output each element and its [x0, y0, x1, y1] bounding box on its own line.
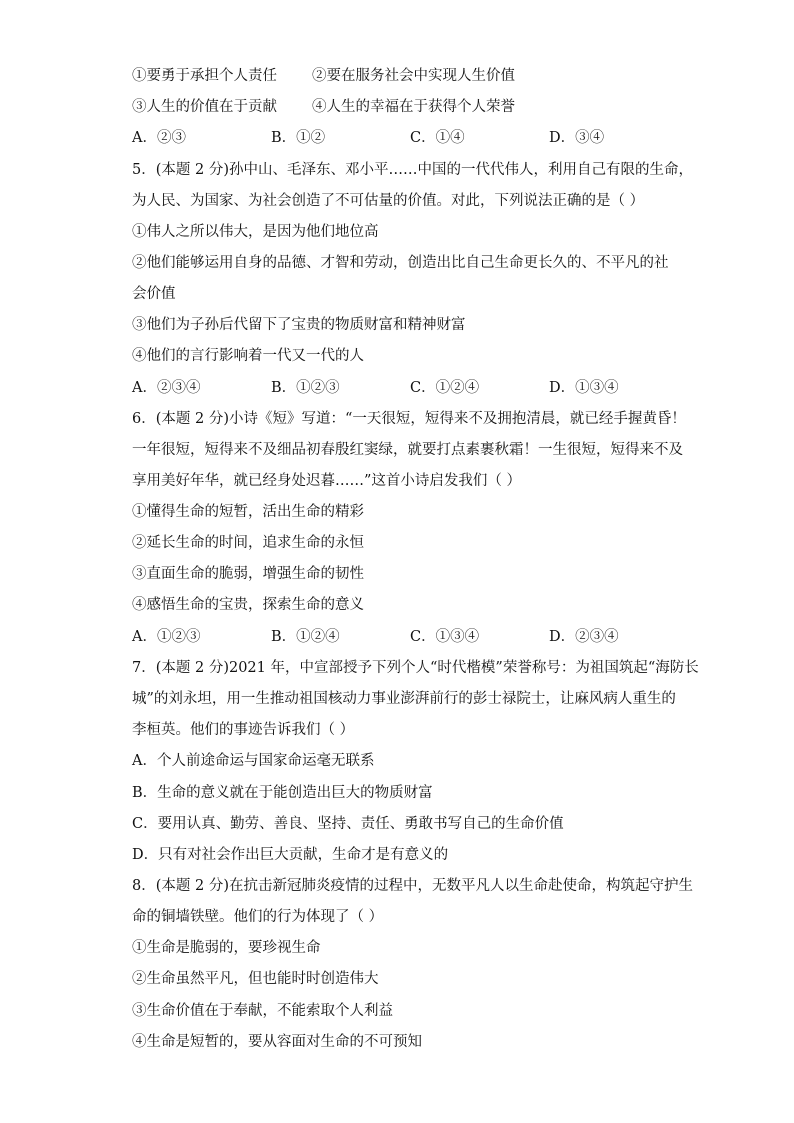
- q4-statement-1: ①要勇于承担个人责任: [132, 68, 277, 84]
- q5-option-c: C．①②④: [410, 380, 480, 396]
- q5-stem-line-1: 5．(本题 2 分)孙中山、毛泽东、邓小平……中国的一代代伟人，利用自己有限的生命，: [132, 162, 693, 178]
- q6-option-b: B．①②④: [271, 629, 340, 645]
- q7-option-a: A．个人前途命运与国家命运毫无联系: [132, 753, 375, 769]
- q8-statement-2: ②生命虽然平凡，但也能时时创造伟大: [132, 971, 379, 987]
- q7-stem-line-2: 城”的刘永坦，用一生推动祖国核动力事业澎湃前行的彭士禄院士，让麻风病人重生的: [132, 691, 676, 707]
- q8-statement-1: ①生命是脆弱的，要珍视生命: [132, 940, 321, 956]
- q6-statement-3: ③直面生命的脆弱，增强生命的韧性: [132, 566, 364, 582]
- q5-statement-4: ④他们的言行影响着一代又一代的人: [132, 348, 364, 364]
- q5-statement-2-line-2: 会价值: [132, 286, 176, 302]
- q4-statement-4: ④人生的幸福在于获得个人荣誉: [312, 99, 515, 115]
- q4-option-d: D．③④: [549, 130, 605, 146]
- q5-statement-1: ①伟人之所以伟大，是因为他们地位高: [132, 224, 379, 240]
- q7-stem-line-3: 李桓英。他们的事迹告诉我们（ ）: [132, 722, 355, 738]
- q6-statement-2: ②延长生命的时间，追求生命的永恒: [132, 535, 364, 551]
- q4-option-b: B．①②: [271, 130, 326, 146]
- q7-option-c: C．要用认真、勤劳、善良、坚持、责任、勇敢书写自己的生命价值: [132, 816, 564, 832]
- q4-option-c: C．①④: [410, 130, 465, 146]
- q6-option-d: D．②③④: [549, 629, 619, 645]
- q8-statement-3: ③生命价值在于奉献，不能索取个人利益: [132, 1003, 393, 1019]
- q8-stem-line-2: 命的铜墙铁壁。他们的行为体现了（ ）: [132, 909, 384, 925]
- q4-option-a: A．②③: [132, 130, 186, 146]
- q6-stem-line-3: 享用美好年华，就已经身处迟暮……”这首小诗启发我们（ ）: [132, 473, 522, 489]
- q5-statement-2-line-1: ②他们能够运用自身的品德、才智和劳动，创造出比自己生命更长久的、不平凡的社: [132, 255, 669, 271]
- q5-option-b: B．①②③: [271, 380, 340, 396]
- q7-option-d: D．只有对社会作出巨大贡献，生命才是有意义的: [132, 847, 449, 863]
- q7-option-b: B．生命的意义就在于能创造出巨大的物质财富: [132, 785, 433, 801]
- q6-option-a: A．①②③: [132, 629, 201, 645]
- q5-option-d: D．①③④: [549, 380, 619, 396]
- q5-statement-3: ③他们为子孙后代留下了宝贵的物质财富和精神财富: [132, 317, 466, 333]
- q6-statement-4: ④感悟生命的宝贵，探索生命的意义: [132, 597, 364, 613]
- q6-statement-1: ①懂得生命的短暂，活出生命的精彩: [132, 504, 364, 520]
- q4-statement-2: ②要在服务社会中实现人生价值: [312, 68, 515, 84]
- q8-statement-4: ④生命是短暂的，要从容面对生命的不可预知: [132, 1034, 422, 1050]
- q4-statement-3: ③人生的价值在于贡献: [132, 99, 277, 115]
- q5-option-a: A．②③④: [132, 380, 201, 396]
- q7-stem-line-1: 7．(本题 2 分)2021 年，中宣部授予下列个人“时代楷模”荣誉称号：为祖国筑起“海防长: [132, 660, 699, 676]
- q5-stem-line-2: 为人民、为国家、为社会创造了不可估量的价值。对此，下列说法正确的是（ ）: [132, 193, 645, 209]
- q8-stem-line-1: 8．(本题 2 分)在抗击新冠肺炎疫情的过程中，无数平凡人以生命赴使命，构筑起守护生: [132, 878, 693, 894]
- q6-option-c: C．①③④: [410, 629, 480, 645]
- q6-stem-line-1: 6．(本题 2 分)小诗《短》写道：“一天很短，短得来不及拥抱清晨，就已经手握黄昏！: [132, 411, 686, 427]
- q6-stem-line-2: 一年很短，短得来不及细品初春殷红窦绿，就要打点素裹秋霜！一生很短，短得来不及: [132, 442, 683, 458]
